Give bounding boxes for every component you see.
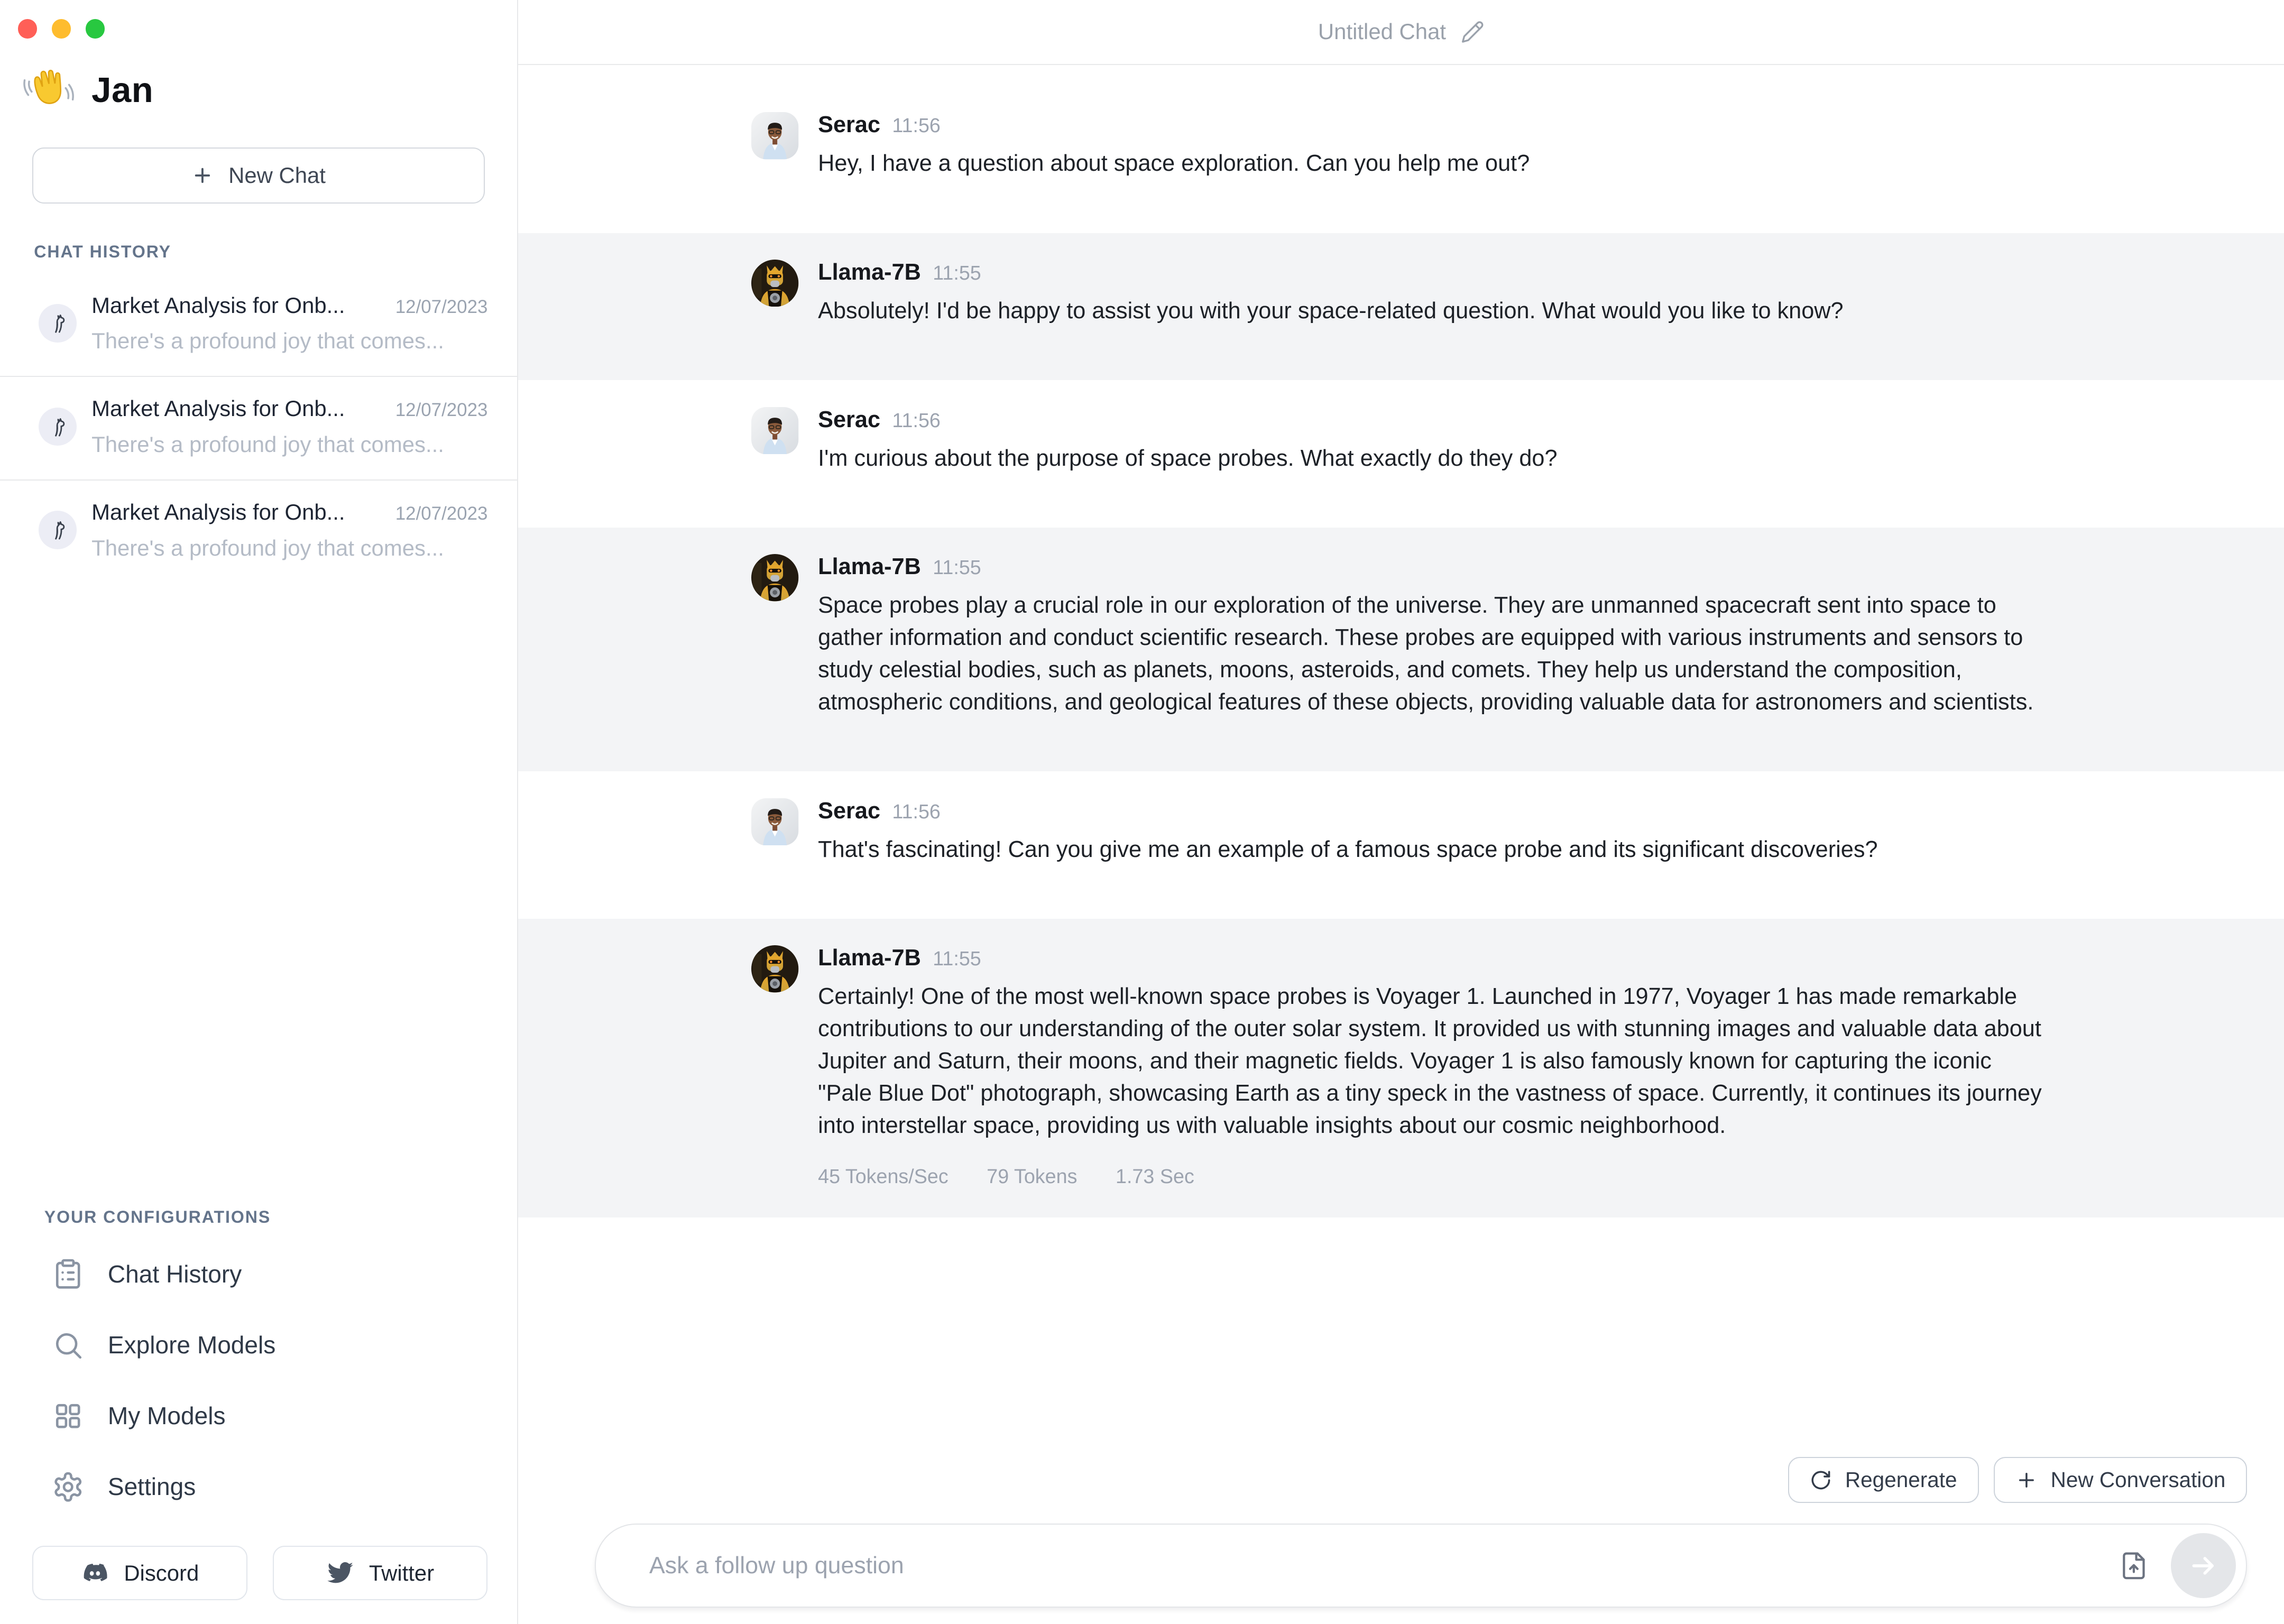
chat-message-assistant (518, 919, 2284, 1217)
message-timestamp: 11:55 (933, 947, 981, 970)
grid-icon (52, 1400, 84, 1432)
avatar (751, 112, 798, 159)
chat-history-list (0, 273, 517, 583)
chat-message-user (518, 380, 2284, 528)
message-timestamp: 11:55 (933, 261, 981, 284)
avatar (751, 407, 798, 454)
app-name: Jan (91, 70, 154, 110)
sidebar-item-chat-history[interactable] (0, 1239, 517, 1309)
sidebar-spacer (0, 583, 517, 1207)
window-controls (0, 0, 517, 39)
llama-avatar (751, 260, 798, 307)
avatar (751, 554, 798, 601)
message-author: Llama-7B (818, 945, 921, 971)
new-chat-button[interactable] (32, 147, 484, 204)
app-logo (0, 39, 517, 118)
chat-main (518, 0, 2284, 1624)
regenerate-label: Regenerate (1845, 1468, 1957, 1492)
llama-icon (46, 518, 70, 542)
refresh-icon (1810, 1469, 1832, 1491)
sidebar-item-explore-models[interactable] (0, 1309, 517, 1380)
send-arrow-icon (2189, 1551, 2218, 1581)
send-button[interactable] (2171, 1533, 2236, 1598)
llama-avatar (751, 554, 798, 601)
avatar (751, 945, 798, 992)
sidebar-nav-label: My Models (107, 1402, 226, 1430)
search-icon (52, 1329, 84, 1361)
history-item-preview: There's a profound joy that comes... (91, 431, 444, 457)
zoom-window-button[interactable] (86, 19, 105, 38)
chat-message-assistant (518, 528, 2284, 771)
history-item-title: Market Analysis for Onb... (91, 500, 345, 524)
pencil-icon[interactable] (1461, 20, 1485, 44)
llama-icon (46, 311, 70, 335)
message-author: Serac (818, 112, 881, 138)
configurations-section-label: YOUR CONFIGURATIONS (44, 1207, 271, 1226)
sidebar-nav-label: Settings (107, 1473, 196, 1501)
new-conversation-button[interactable] (1994, 1457, 2248, 1503)
twitter-label: Twitter (369, 1560, 435, 1585)
close-window-button[interactable] (18, 19, 37, 38)
serac-avatar (751, 407, 798, 454)
composer (595, 1524, 2247, 1608)
history-item-title: Market Analysis for Onb... (91, 396, 345, 421)
sidebar (0, 0, 518, 1624)
history-item-date: 12/07/2023 (395, 296, 488, 317)
message-text: I'm curious about the purpose of space probes. What exactly do they do? (818, 445, 1558, 471)
message-timestamp: 11:55 (933, 556, 981, 579)
message-text: Space probes play a crucial role in our exploration of the universe. They are unmanned spacecraft sent into space to gather information and conduct scientific research. These probes are equipped with various instruments and sensors to study celestial bodies, such as planets, moons, asteroids, and comets. They help us understand the composition, atmospheric conditions, and geological features of these objects, providing valuable data for astronomers and scientists. (818, 593, 2034, 715)
twitter-icon (326, 1559, 354, 1587)
sidebar-nav-label: Chat History (107, 1260, 242, 1288)
waving-hand-icon (21, 62, 77, 118)
message-timestamp: 11:56 (892, 800, 941, 823)
message-timestamp: 11:56 (892, 409, 941, 431)
discord-label: Discord (124, 1560, 199, 1585)
message-stats (818, 1165, 2051, 1188)
message-text: That's fascinating! Can you give me an example of a famous space probe and its significant discoveries? (818, 836, 1878, 862)
chat-history-item[interactable] (0, 376, 517, 479)
message-timestamp: 11:56 (892, 114, 941, 137)
llama-avatar (751, 945, 798, 992)
serac-avatar (751, 112, 798, 159)
message-author: Serac (818, 407, 881, 432)
chat-header (518, 0, 2284, 65)
stat-value: 79 Tokens (987, 1165, 1077, 1188)
stat-value: 45 Tokens/Sec (818, 1165, 948, 1188)
history-item-avatar (39, 304, 77, 343)
message-text: Certainly! One of the most well-known space probes is Voyager 1. Launched in 1977, Voyager 1 has made remarkable contributions to our understanding of the outer solar system. It provided us with stunning images and valuable data about Jupiter and Saturn, their moons, and their magnetic fields. Voyager 1 is also famously known for capturing the iconic "Pale Blue Dot" photograph, showcasing Earth as a tiny speck in the vastness of space. Currently, it continues its journey into interstellar space, providing us with valuable insights about our cosmic neighborhood. (818, 984, 2042, 1138)
twitter-button[interactable] (273, 1546, 488, 1600)
chat-history-item[interactable] (0, 273, 517, 376)
history-item-title: Market Analysis for Onb... (91, 292, 345, 318)
plus-icon (191, 164, 214, 187)
social-links (0, 1522, 517, 1624)
chat-title: Untitled Chat (1318, 19, 1446, 44)
conversation-actions (1788, 1457, 2248, 1503)
history-item-avatar (39, 511, 77, 549)
message-text: Absolutely! I'd be happy to assist you with your space-related question. What would you like to know? (818, 298, 1844, 324)
history-item-date: 12/07/2023 (395, 400, 488, 421)
llama-icon (46, 415, 70, 439)
history-item-preview: There's a profound joy that comes... (91, 535, 444, 560)
chat-history-item[interactable] (0, 479, 517, 583)
avatar (751, 798, 798, 845)
gear-icon (52, 1471, 84, 1503)
message-author: Llama-7B (818, 259, 921, 285)
chat-history-section-label: CHAT HISTORY (34, 242, 172, 261)
history-item-date: 12/07/2023 (395, 503, 488, 524)
sidebar-nav-label: Explore Models (107, 1331, 276, 1359)
sidebar-item-settings[interactable] (0, 1451, 517, 1522)
minimize-window-button[interactable] (52, 19, 71, 38)
clipboard-icon (52, 1258, 84, 1290)
discord-icon (81, 1559, 109, 1587)
avatar (751, 260, 798, 307)
chat-message-assistant (518, 233, 2284, 381)
sidebar-item-my-models[interactable] (0, 1380, 517, 1451)
plus-icon (2015, 1469, 2038, 1491)
message-author: Llama-7B (818, 554, 921, 580)
message-list (518, 65, 2284, 1624)
history-item-preview: There's a profound joy that comes... (91, 328, 444, 354)
file-upload-icon (2119, 1551, 2149, 1581)
history-item-avatar (39, 408, 77, 446)
message-text: Hey, I have a question about space exploration. Can you help me out? (818, 151, 1530, 177)
chat-message-user (518, 771, 2284, 919)
attach-file-button[interactable] (2119, 1551, 2149, 1581)
discord-button[interactable] (32, 1546, 247, 1600)
stat-value: 1.73 Sec (1116, 1165, 1194, 1188)
new-chat-label: New Chat (228, 163, 326, 188)
serac-avatar (751, 798, 798, 845)
chat-message-user (518, 86, 2284, 233)
configurations-nav (0, 1239, 517, 1522)
regenerate-button[interactable] (1788, 1457, 1979, 1503)
message-author: Serac (818, 798, 881, 824)
new-conversation-label: New Conversation (2050, 1468, 2226, 1492)
follow-up-input[interactable] (649, 1553, 2119, 1579)
